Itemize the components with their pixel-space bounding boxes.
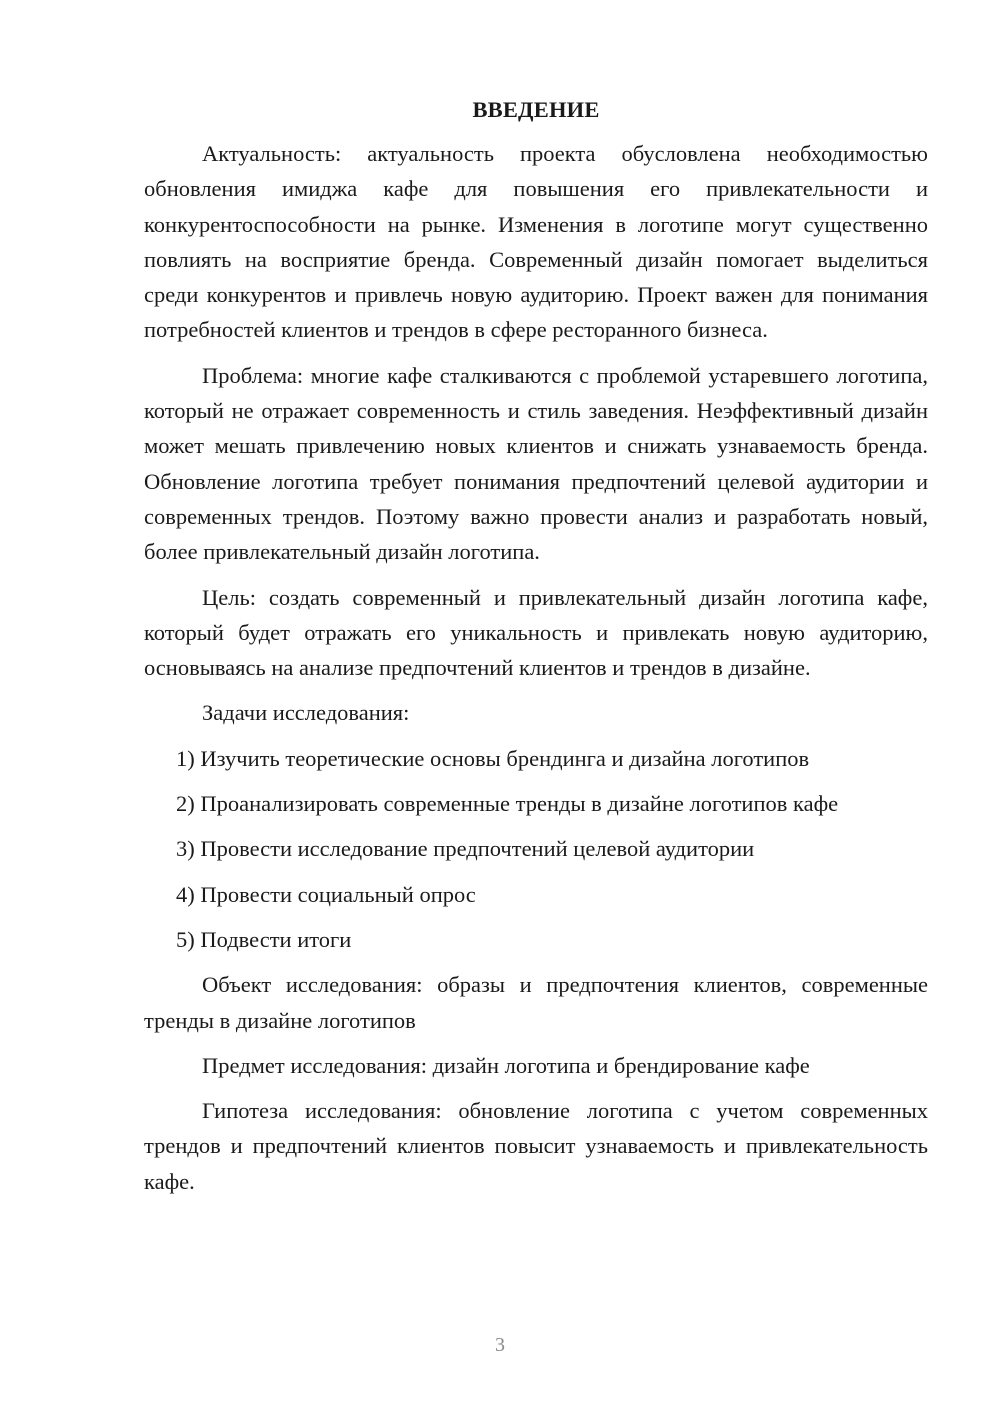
list-item: 2) Проанализировать современные тренды в дизайне логотипов кафе xyxy=(176,791,839,817)
list-item: 5) Подвести итоги xyxy=(176,926,352,952)
paragraph-hypothesis: Гипотеза исследования: обновление логотипа с учетом современных трендов и предпочтений клиентов повысит узнаваемость и привлекательность кафе. xyxy=(144,1098,928,1194)
tasks-heading: Задачи исследования: xyxy=(202,700,410,726)
list-item: 3) Провести исследование предпочтений целевой аудитории xyxy=(176,836,755,862)
paragraph-relevance: Актуальность: актуальность проекта обусловлена необходимостью обновления имиджа кафе для повышения его привлекательности и конкурентоспособности на рынке. Изменения в логотипе могут существенно повлиять на восприятие бренда. Современный дизайн помогает выделиться среди конкурентов и привлечь новую аудиторию. Проект важен для понимания потребностей клиентов и трендов в сфере ресторанного бизнеса. xyxy=(144,141,928,343)
document-page xyxy=(144,92,928,1209)
tasks-list xyxy=(144,741,928,957)
paragraph-subject: Предмет исследования: дизайн логотипа и брендирование кафе xyxy=(202,1052,810,1078)
paragraph-goal: Цель: создать современный и привлекательный дизайн логотипа кафе, который будет отражать его уникальность и привлекать новую аудиторию, основываясь на анализе предпочтений клиентов и трендов в дизайне. xyxy=(144,584,928,681)
page-title: ВВЕДЕНИЕ xyxy=(472,97,600,122)
list-item: 1) Изучить теоретические основы брендинга и дизайна логотипов xyxy=(176,745,810,771)
paragraph-object: Объект исследования: образы и предпочтения клиентов, современные тренды в дизайне логотипов xyxy=(144,972,928,1033)
paragraph-problem: Проблема: многие кафе сталкиваются с проблемой устаревшего логотипа, который не отражает современность и стиль заведения. Неэффективный дизайн может мешать привлечению новых клиентов и снижать узнаваемость бренда. Обновление логотипа требует понимания предпочтений целевой аудитории и современных трендов. Поэтому важно провести анализ и разработать новый, более привлекательный дизайн логотипа. xyxy=(144,362,928,565)
page-number: 3 xyxy=(495,1334,505,1356)
list-item: 4) Провести социальный опрос xyxy=(176,881,476,907)
